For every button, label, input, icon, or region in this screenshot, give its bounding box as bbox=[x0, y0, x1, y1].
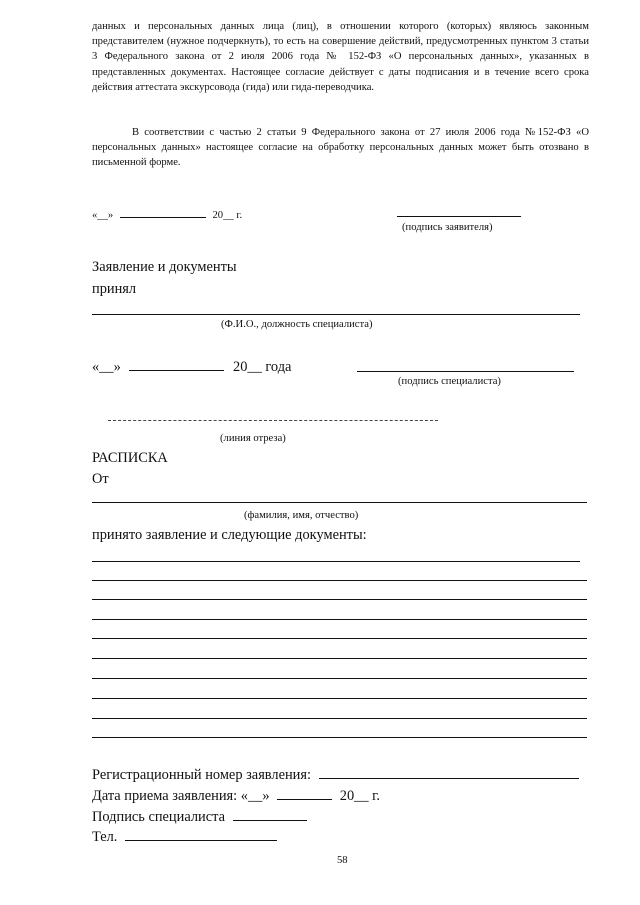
consent-paragraph-1: данных и персональных данных лица (лиц), в отношении которого (которых) являюсь законным представителем (нужное подчеркнуть), то есть на совершение действий, предусмотренных пунктом 3 статьи 3 Федерального закона от 2 июля 2006 года № 152-ФЗ «О персональных данных», указанных в представленных документах. Настоящее согласие действует с даты подписания и в течение всего срока действия аттестата экскурсовода (гида) или гида-переводчика. bbox=[92, 21, 589, 93]
specialist-date-month-field[interactable] bbox=[129, 356, 224, 371]
document-line[interactable] bbox=[92, 678, 587, 679]
specialist-sign-label: Подпись специалиста bbox=[92, 809, 225, 825]
document-line[interactable] bbox=[92, 737, 587, 738]
document-line[interactable] bbox=[92, 561, 580, 562]
page-number: 58 bbox=[337, 855, 348, 866]
applicant-signature-line[interactable] bbox=[397, 216, 521, 217]
specialist-fio-line[interactable] bbox=[92, 314, 580, 315]
received-heading: Заявление и документы bbox=[92, 259, 237, 275]
cut-line-caption: (линия отреза) bbox=[220, 433, 286, 444]
receipt-documents-label: принято заявление и следующие документы: bbox=[92, 527, 367, 543]
receipt-from-label: От bbox=[92, 471, 109, 487]
specialist-date-row bbox=[92, 356, 291, 376]
document-line[interactable] bbox=[92, 580, 587, 581]
applicant-date-year: 20__ г. bbox=[212, 210, 243, 221]
specialist-date-year: 20__ года bbox=[233, 359, 292, 375]
applicant-signature-caption: (подпись заявителя) bbox=[402, 222, 493, 233]
specialist-fio-caption: (Ф.И.О., должность специалиста) bbox=[221, 319, 373, 330]
tel-row bbox=[92, 826, 277, 846]
reg-number-field[interactable] bbox=[319, 764, 579, 779]
receive-date-row bbox=[92, 785, 380, 805]
cut-line bbox=[108, 420, 438, 421]
document-line[interactable] bbox=[92, 619, 587, 620]
receive-date-year: 20__ г. bbox=[339, 788, 381, 804]
reg-number-row bbox=[92, 764, 579, 784]
document-line[interactable] bbox=[92, 658, 587, 659]
receive-date-day: «__» bbox=[240, 788, 270, 804]
specialist-date-day: «__» bbox=[92, 359, 121, 375]
receipt-title: РАСПИСКА bbox=[92, 450, 168, 466]
applicant-date-row bbox=[92, 205, 242, 221]
document-line[interactable] bbox=[92, 638, 587, 639]
specialist-signature-line[interactable] bbox=[357, 371, 574, 372]
receipt-name-caption: (фамилия, имя, отчество) bbox=[244, 510, 359, 521]
tel-field[interactable] bbox=[125, 826, 277, 841]
document-line[interactable] bbox=[92, 718, 587, 719]
received-by: принял bbox=[92, 281, 137, 297]
reg-number-label: Регистрационный номер заявления: bbox=[92, 767, 312, 783]
specialist-sign-row bbox=[92, 806, 307, 826]
consent-paragraph-2: В соответствии с частью 2 статьи 9 Федерального закона от 27 июля 2006 года №152-ФЗ «О персональных данных» настоящее согласие на обработку персональных данных может быть отозвано в письменной форме. bbox=[92, 127, 589, 169]
receive-date-month-field[interactable] bbox=[277, 785, 332, 800]
applicant-date-day: «__» bbox=[92, 210, 114, 221]
specialist-signature-caption: (подпись специалиста) bbox=[398, 376, 501, 387]
tel-label: Тел. bbox=[92, 829, 118, 845]
receive-date-label: Дата приема заявления: bbox=[92, 788, 238, 804]
receipt-name-line[interactable] bbox=[92, 502, 587, 503]
document-line[interactable] bbox=[92, 599, 587, 600]
applicant-date-month-field[interactable] bbox=[120, 205, 206, 218]
specialist-sign-field[interactable] bbox=[233, 806, 307, 821]
document-line[interactable] bbox=[92, 698, 587, 699]
